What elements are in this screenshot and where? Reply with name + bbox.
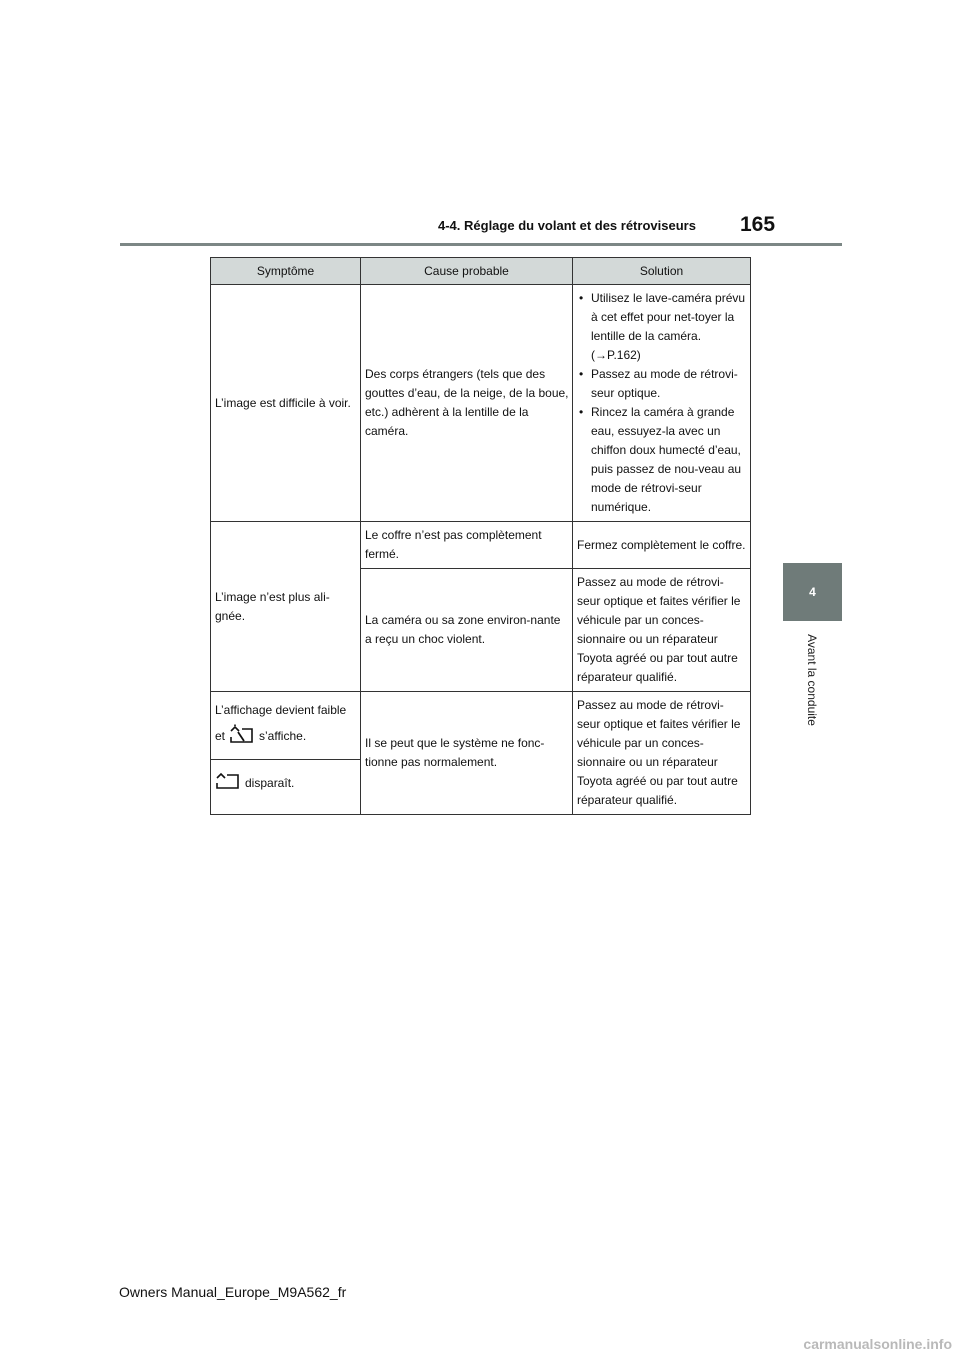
solution-cell: Passez au mode de rétrovi-seur optique et faites vérifier le véhicule par un conces-sionnaire ou un réparateur Toyota agréé ou par tout autre réparateur qualifié. [573, 692, 751, 815]
table-row [211, 285, 751, 522]
chapter-label: Avant la conduite [805, 634, 819, 726]
camera-mirror-icon [215, 772, 241, 796]
footer-document-name: Owners Manual_Europe_M9A562_fr [119, 1284, 347, 1300]
cause-cell: La caméra ou sa zone environ-nante a reçu un choc violent. [361, 569, 573, 692]
column-header-symptom: Symptôme [211, 258, 361, 285]
symptom-prefix: et [215, 729, 226, 744]
camera-warning-icon [229, 724, 255, 750]
symptom-cell: L’image est difficile à voir. [211, 285, 361, 522]
solution-item: • Passez au mode de rétrovi-seur optique. [577, 365, 747, 403]
header-divider [120, 243, 842, 246]
symptom-suffix: disparaît. [245, 776, 295, 791]
table-header-row [211, 258, 751, 285]
symptom-line: L’affichage devient faible [215, 702, 347, 717]
solution-item: • Utilisez le lave-caméra prévu à cet effet pour net-toyer la lentille de la caméra. (→P.162) [577, 289, 747, 365]
solution-list [577, 289, 747, 517]
cause-cell: Des corps étrangers (tels que des gouttes d’eau, de la neige, de la boue, etc.) adhèrent à la lentille de la caméra. [361, 285, 573, 522]
table-row [211, 522, 751, 569]
solution-cell: Passez au mode de rétrovi-seur optique et faites vérifier le véhicule par un conces-sionnaire ou un réparateur Toyota agréé ou par tout autre réparateur qualifié. [573, 569, 751, 692]
symptom-cell [211, 692, 361, 760]
symptom-cell [211, 759, 361, 814]
chapter-tab [783, 563, 842, 621]
watermark: carmanualsonline.info [803, 1336, 952, 1352]
page-number: 165 [740, 213, 776, 236]
symptom-suffix: s’affiche. [259, 729, 307, 744]
symptom-cell: L’image n’est plus ali-gnée. [211, 522, 361, 692]
column-header-cause: Cause probable [361, 258, 573, 285]
cause-cell: Il se peut que le système ne fonc-tionne pas normalement. [361, 692, 573, 815]
solution-cell [573, 285, 751, 522]
solution-item: • Rincez la caméra à grande eau, essuyez-la avec un chiffon doux humecté d’eau, puis passez de nou-veau au mode de rétrovi-seur numérique. [577, 403, 747, 517]
section-title: 4-4. Réglage du volant et des rétroviseurs [438, 218, 696, 233]
troubleshooting-table [210, 257, 751, 815]
symptom-line [215, 724, 357, 750]
table-row [211, 692, 751, 760]
column-header-solution: Solution [573, 258, 751, 285]
solution-cell: Fermez complètement le coffre. [573, 522, 751, 569]
cause-cell: Le coffre n’est pas complètement fermé. [361, 522, 573, 569]
chapter-number: 4 [809, 585, 816, 599]
